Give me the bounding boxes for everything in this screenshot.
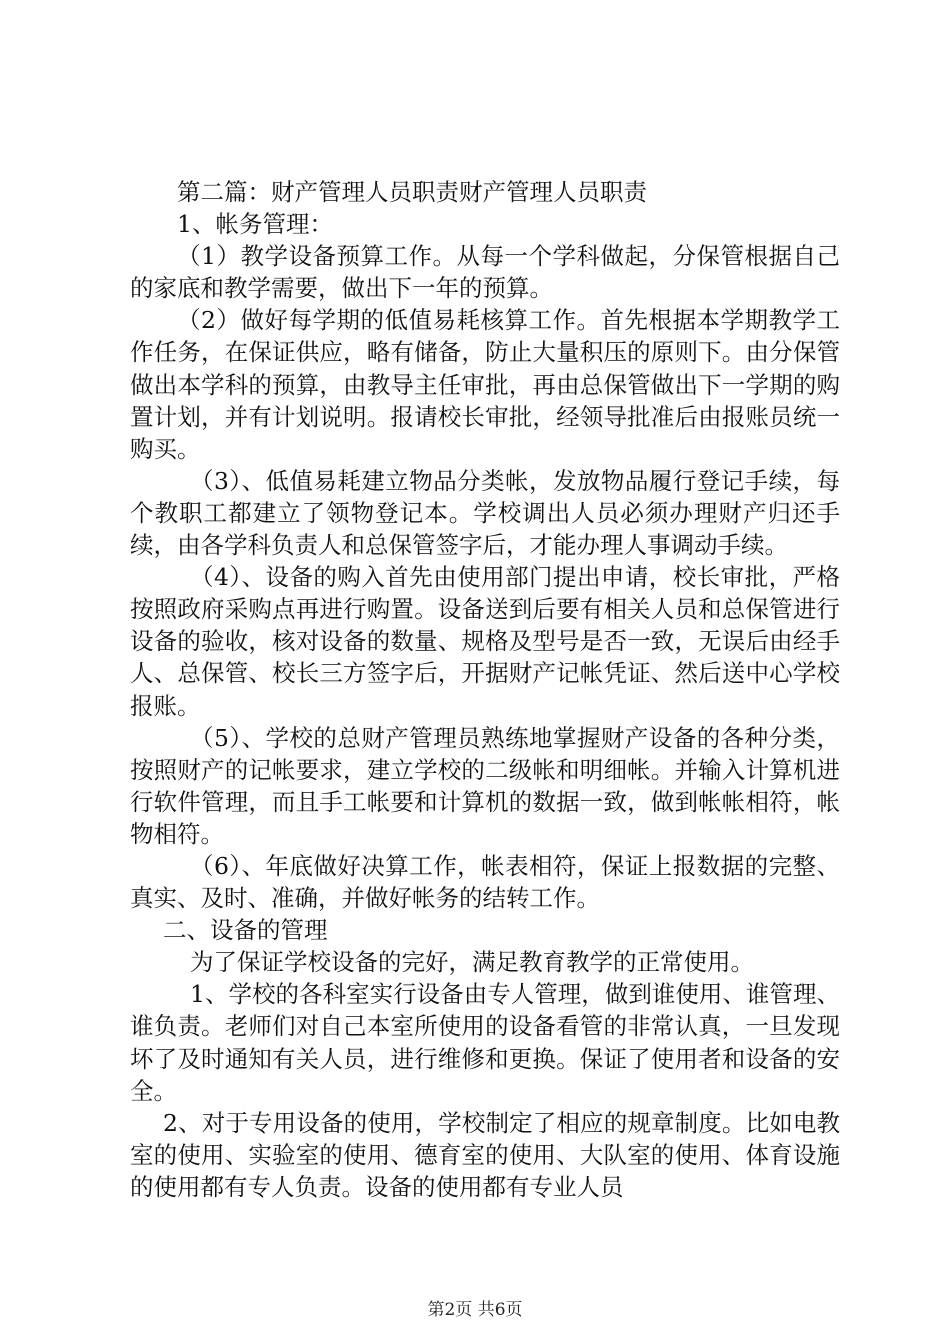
paragraph: （5）、学校的总财产管理员熟练地掌握财产设备的各种分类，按照财产的记帐要求，建立学校的二级帐和明细帐。并输入计算机进行软件管理，而且手工帐要和计算机的数据一致，做到帐帐相符，帐物相符。 (130, 723, 840, 848)
section-title: 第二篇：财产管理人员职责财产管理人员职责 (177, 178, 647, 206)
document-body (130, 176, 840, 1203)
paragraph: （3）、低值易耗建立物品分类帐，发放物品履行登记手续，每个教职工都建立了领物登记本。学校调出人员必须办理财产归还手续，由各学科负责人和总保管签字后，才能办理人事调动手续。 (130, 466, 840, 560)
subheading-equipment: 二、设备的管理 (163, 916, 328, 945)
paragraph: 为了保证学校设备的完好，满足教育教学的正常使用。 (190, 948, 754, 977)
paragraph: （6）、年底做好决算工作，帐表相符，保证上报数据的完整、真实、及时、准确，并做好帐务的结转工作。 (130, 851, 840, 913)
paragraph: （1）教学设备预算工作。从每一个学科做起，分保管根据自己的家底和教学需要，做出下一年的预算。 (130, 242, 840, 303)
paragraph: （2）做好每学期的低值易耗核算工作。首先根据本学期教学工作任务，在保证供应，略有储备，防止大量积压的原则下。由分保管做出本学科的预算，由教导主任审批，再由总保管做出下一学期的购置计划，并有计划说明。报请校长审批，经领导批准后由报账员统一购买。 (130, 306, 840, 463)
paragraph: 2、对于专用设备的使用，学校制定了相应的规章制度。比如电教室的使用、实验室的使用、德育室的使用、大队室的使用、体育设施的使用都有专人负责。设备的使用都有专业人员 (130, 1108, 840, 1201)
paragraph: 1、学校的各科室实行设备由专人管理，做到谁使用、谁管理、谁负责。老师们对自己本室所使用的设备看管的非常认真，一旦发现坏了及时通知有关人员，进行维修和更换。保证了使用者和设备的安全。 (130, 980, 840, 1105)
paragraph: （4）、设备的购入首先由使用部门提出申请，校长审批，严格按照政府采购点再进行购置。设备送到后要有相关人员和总保管进行设备的验收，核对设备的数量、规格及型号是否一致，无误后由经手人、总保管、校长三方签字后，开据财产记帐凭证、然后送中心学校报账。 (130, 563, 840, 720)
subheading-accounts: 1、帐务管理： (177, 210, 333, 239)
page-number: 第2页 共6页 (427, 1300, 523, 1320)
